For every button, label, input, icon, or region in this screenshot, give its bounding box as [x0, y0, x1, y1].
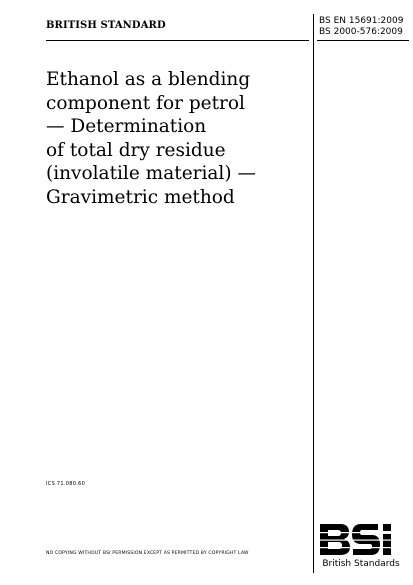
- header-rule-left: [46, 40, 309, 41]
- title-line: Ethanol as a blending: [46, 69, 251, 90]
- title-line: of total dry residue: [46, 139, 226, 161]
- title-line: — Determination: [46, 116, 207, 137]
- logo-letter-i-dot: [383, 524, 391, 531]
- title-line: Gravimetric method: [46, 186, 235, 208]
- logo-stripe: [318, 547, 394, 548]
- vertical-divider: [313, 14, 314, 573]
- document-title: [46, 68, 308, 209]
- title-line: (involatile material) —: [46, 163, 256, 184]
- document-type-label: BRITISH STANDARD: [46, 20, 166, 31]
- logo-stripe: [318, 532, 394, 533]
- standard-number-en: BS EN 15691:2009: [319, 16, 404, 26]
- copyright-notice: NO COPYING WITHOUT BSI PERMISSION EXCEPT AS PERMITTED BY COPYRIGHT LAW: [46, 551, 249, 556]
- ics-code: ICS 71.080.60: [46, 481, 86, 487]
- bsi-logo-mark: [318, 520, 404, 558]
- logo-letter-i: [383, 534, 391, 555]
- standard-numbers: [319, 16, 403, 38]
- standard-number-bs: BS 2000-576:2009: [319, 27, 403, 37]
- logo-stripe: [318, 540, 394, 541]
- logo-caption: British Standards: [322, 559, 400, 569]
- bsi-logo: [318, 520, 404, 572]
- header-rule-right: [317, 40, 409, 41]
- title-line: component for petrol: [46, 92, 245, 114]
